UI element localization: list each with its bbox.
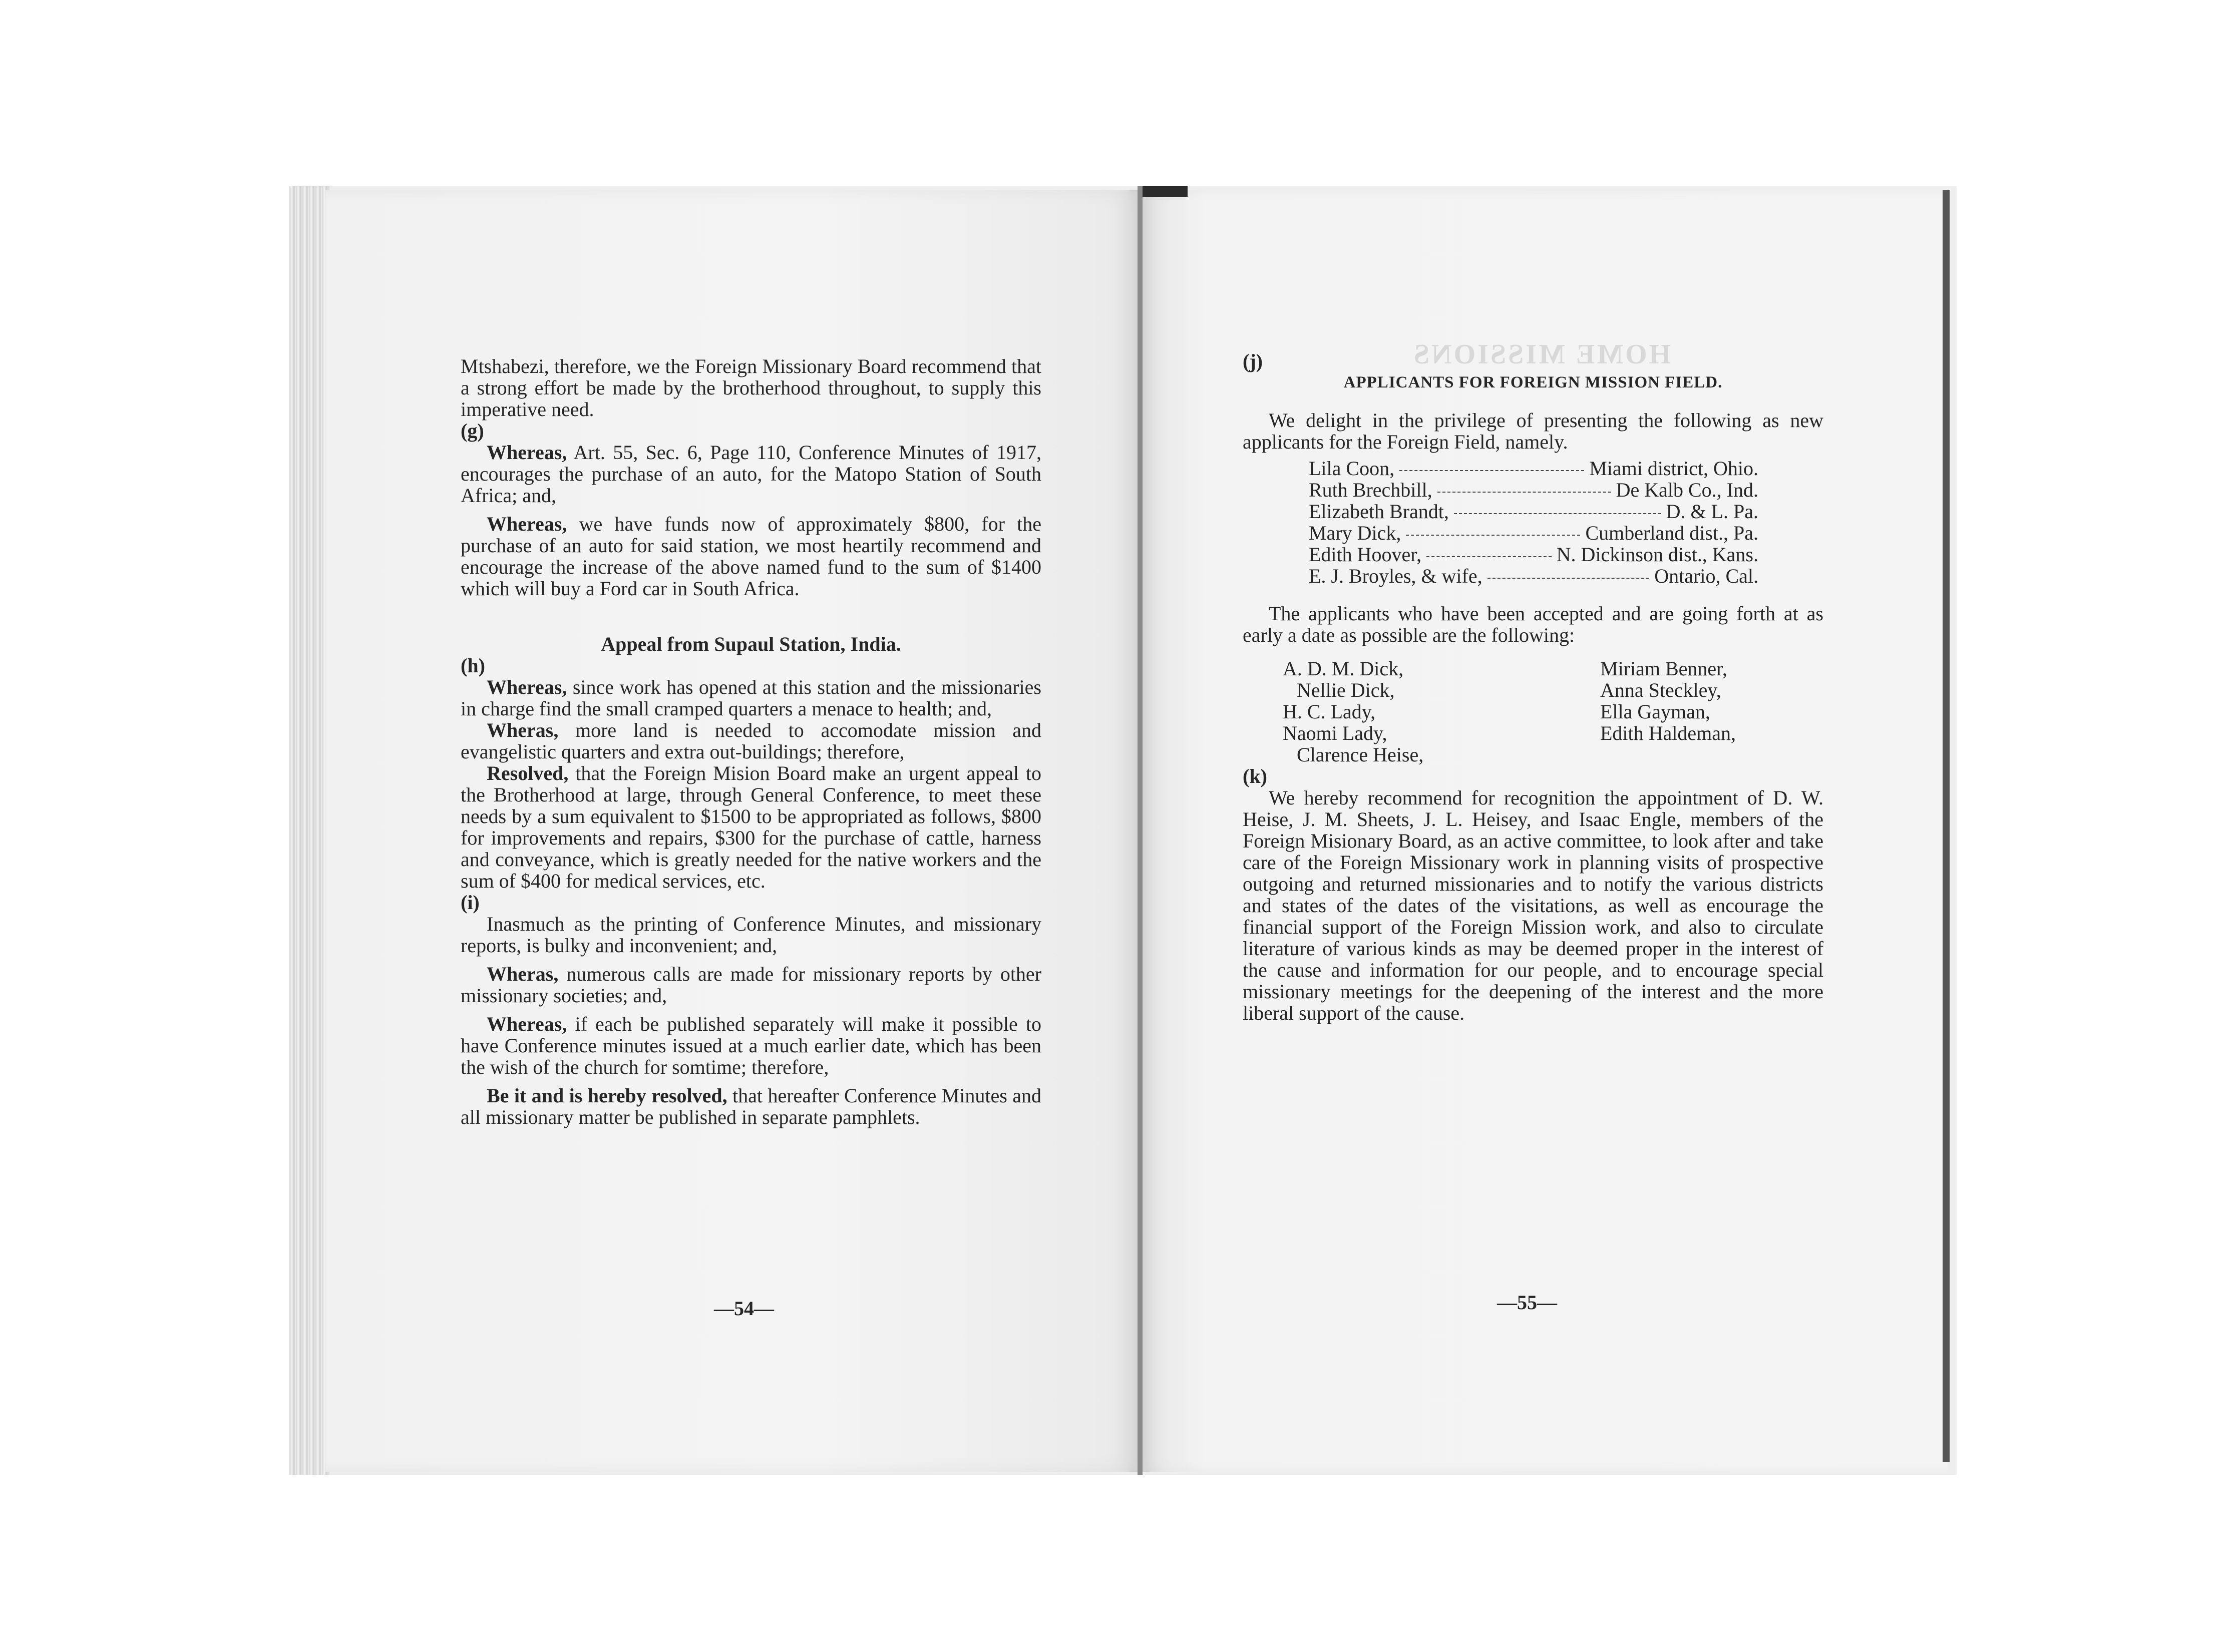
leader-dots <box>1487 578 1650 579</box>
applicant-place: Miami district, Ohio. <box>1589 457 1758 480</box>
roster-line <box>1309 522 1758 544</box>
accepted-name: Clarence Heise, <box>1297 743 1424 766</box>
lead-word: Wheras, <box>487 963 559 985</box>
paragraph-text: we have funds now of approximately $800, for the purchase of an auto for said station, we most heartily recommend and encourage the increase of the above named fund to the sum of $1400 which will buy a Ford car in South Africa. <box>461 513 1042 600</box>
paragraph-text: since work has opened at this station and the missionaries in charge find the small cramped quarters a menace to health; and, <box>461 676 1041 720</box>
applicant-name: Ruth Brechbill, <box>1309 479 1432 501</box>
accepted-names <box>1243 658 1823 765</box>
roster-line <box>1309 458 1758 479</box>
paragraph-h3 <box>461 762 1041 892</box>
accepted-name: Nellie Dick, <box>1297 679 1395 701</box>
lead-word: Whereas, <box>487 441 567 464</box>
applicant-place: D. & L. Pa. <box>1666 500 1758 523</box>
leader-dots <box>1399 470 1584 471</box>
lead-word: Be it and is hereby resolved, <box>487 1084 727 1107</box>
left-page-text <box>461 355 1041 1128</box>
applicant-place: Ontario, Cal. <box>1654 565 1758 587</box>
leader-dots <box>1406 535 1580 536</box>
paragraph-text: that the Foreign Mision Board make an urgent appeal to the Brotherhood at large, through General Conference, to meet these needs by a sum equivalent to $1500 to be appropriated as follows, $800 for improvements and repairs, $300 for the purchase of cattle, harness and conveyance, which is greatly needed for the native workers and the sum of $400 for medical services, etc. <box>461 762 1042 892</box>
section-marker-j: (j) <box>1243 350 1263 372</box>
lead-word: Wheras, <box>487 719 559 741</box>
paragraph-k: We hereby recommend for recognition the appointment of D. W. Heise, J. M. Sheets, J. L. Heisey, and Isaac Engle, members of the Foreign Misionary Board, as an active committee, to look after and take care of the Foreign Missionary work in planning visits of prospective outgoing and returned missionaries and to notify the various districts and states of the dates of the visitations, as well as encourage the financial support of the Foreign Mission work, and also to circulate literature of various kinds as may be deemed proper in the interest of the cause and information for our people, and to encourage special missionary meetings for the deepening of the interest and the more liberal support of the cause. <box>1243 786 1823 1024</box>
paragraph-text: Art. 55, Sec. 6, Page 110, Conference Minutes of 1917, encourages the purchase of an auto, for the Matopo Station of South Africa; and, <box>461 441 1041 507</box>
paragraph-applicants-intro: We delight in the privilege of presenting the following as new applicants for the Foreign Field, namely. <box>1243 409 1823 453</box>
book-gutter <box>1138 186 1143 1475</box>
leader-dots <box>1454 513 1661 514</box>
page-number-55: —55— <box>1497 1291 1557 1314</box>
right-page-text <box>1243 350 1823 1024</box>
binding-shadow <box>1143 186 1188 197</box>
leader-dots <box>1426 556 1552 557</box>
applicant-place: N. Dickinson dist., Kans. <box>1556 543 1758 566</box>
accepted-name: A. D. M. Dick, <box>1283 657 1404 680</box>
paragraph-i4 <box>461 1085 1041 1128</box>
roster-line <box>1309 479 1758 501</box>
paragraph-mtshabezi: Mtshabezi, therefore, we the Foreign Missionary Board recommend that a strong effort be made by the brotherhood throughout, to supply this imperative need. <box>461 355 1041 421</box>
section-marker-k: (k) <box>1243 765 1267 787</box>
paragraph-text: more land is needed to accomodate mission and evangelistic quarters and extra out-buildings; therefore, <box>461 719 1041 763</box>
applicant-place: De Kalb Co., Ind. <box>1616 479 1758 501</box>
paragraph-h1 <box>461 676 1041 719</box>
leader-dots <box>1437 492 1611 493</box>
applicant-name: E. J. Broyles, & wife, <box>1309 565 1482 587</box>
lead-word: Whereas, <box>487 676 567 698</box>
accepted-name: Ella Gayman, <box>1600 700 1710 723</box>
applicant-name: Edith Hoover, <box>1309 543 1422 566</box>
paragraph-g1 <box>461 442 1041 506</box>
bleed-through-text: HOME MISSIONS <box>1412 339 1671 370</box>
paragraph-text: if each be published separately will make it possible to have Conference minutes issued at a much earlier date, which has been the wish of the church for somtime; therefore, <box>461 1013 1041 1078</box>
applicant-place: Cumberland dist., Pa. <box>1585 522 1758 544</box>
applicant-roster <box>1243 458 1823 587</box>
roster-line <box>1309 565 1758 587</box>
accepted-column-1 <box>1283 658 1600 765</box>
paragraph-g2 <box>461 513 1041 599</box>
lead-word: Whereas, <box>487 513 567 535</box>
section-marker-g: (g) <box>461 420 484 442</box>
roster-line <box>1309 501 1758 522</box>
section-marker-h: (h) <box>461 654 485 677</box>
accepted-name: Anna Steckley, <box>1600 679 1721 701</box>
paragraph-i1: Inasmuch as the printing of Conference Minutes, and missionary reports, is bulky and inconvenient; and, <box>461 913 1041 957</box>
paragraph-text: that hereafter Conference Minutes and all missionary matter be published in separate pamphlets. <box>461 1084 1041 1128</box>
accepted-column-2 <box>1600 658 1820 765</box>
applicant-name: Lila Coon, <box>1309 457 1395 480</box>
paragraph-i2 <box>461 963 1041 1006</box>
roster-line <box>1309 544 1758 565</box>
heading-applicants: APPLICANTS FOR FOREIGN MISSION FIELD. <box>1343 373 1723 391</box>
paragraph-accepted-intro: The applicants who have been accepted and are going forth at as early a date as possible are the following: <box>1243 602 1823 646</box>
page-edges <box>289 186 329 1475</box>
page-number-54: —54— <box>714 1297 774 1320</box>
accepted-name: Edith Haldeman, <box>1600 722 1736 744</box>
paragraph-text: numerous calls are made for missionary reports by other missionary societies; and, <box>461 963 1042 1007</box>
accepted-name: Naomi Lady, <box>1283 722 1387 744</box>
lead-word: Resolved, <box>487 762 569 784</box>
applicant-name: Mary Dick, <box>1309 522 1401 544</box>
accepted-name: H. C. Lady, <box>1283 700 1376 723</box>
heading-supaul-appeal: Appeal from Supaul Station, India. <box>601 633 901 655</box>
section-marker-i: (i) <box>461 891 480 914</box>
right-page-edge <box>1943 190 1950 1462</box>
paragraph-i3 <box>461 1013 1041 1078</box>
paragraph-h2 <box>461 719 1041 762</box>
lead-word: Whereas, <box>487 1013 567 1035</box>
accepted-name: Miriam Benner, <box>1600 657 1727 680</box>
applicant-name: Elizabeth Brandt, <box>1309 500 1449 523</box>
